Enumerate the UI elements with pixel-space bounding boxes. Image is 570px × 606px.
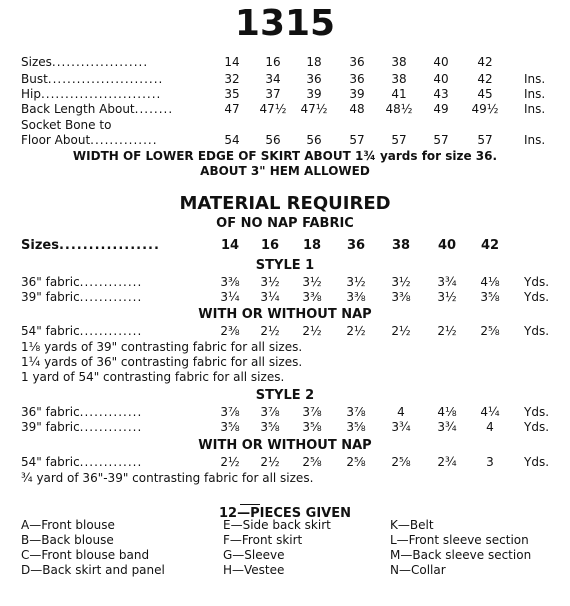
fabric-row — [0, 420, 570, 435]
piece-item: B—Back blouse — [21, 533, 114, 547]
piece-item: H—Vestee — [223, 563, 285, 577]
fabric-label — [21, 455, 142, 470]
measurement-value: 35 — [224, 87, 240, 101]
measurement-value: 49½ — [471, 102, 499, 116]
unit-label: Ins. — [524, 133, 546, 147]
leader-dots: .................... — [51, 55, 149, 69]
unit-label: Yds. — [524, 275, 550, 289]
measurement-value: 41 — [391, 87, 407, 101]
yardage-value: 2¾ — [437, 455, 457, 469]
pattern-number: 1315 — [234, 3, 336, 44]
measurement-label-text: Back Length About — [21, 102, 135, 116]
yardage-value: 2⅝ — [391, 455, 411, 469]
yardage-value: 4⅛ — [437, 405, 457, 419]
measurement-value: 39 — [306, 87, 322, 101]
fabric-label-text: 54" fabric — [21, 455, 80, 469]
yardage-value: 2½ — [346, 324, 366, 338]
measurement-label — [21, 118, 111, 133]
size-value: 42 — [480, 238, 500, 253]
measurement-value: 38 — [391, 72, 407, 86]
yardage-value: 3⅜ — [391, 290, 411, 304]
measurement-value: 47½ — [259, 102, 287, 116]
leader-dots: ................. — [58, 238, 160, 253]
yardage-value: 2⅝ — [480, 324, 500, 338]
sizes-header-row — [0, 238, 570, 253]
measurement-value: 39 — [349, 87, 365, 101]
yardage-value: 4⅛ — [480, 275, 500, 289]
piece-item: K—Belt — [390, 518, 434, 532]
fabric-row — [0, 455, 570, 470]
measurement-label — [21, 133, 158, 148]
size-value: 14 — [220, 238, 240, 253]
fabric-row — [0, 324, 570, 339]
piece-item: E—Side back skirt — [223, 518, 331, 532]
measurement-value: 32 — [224, 72, 240, 86]
yardage-value: 3⅞ — [302, 405, 322, 419]
measurement-value: 56 — [306, 133, 322, 147]
yardage-value: 2½ — [260, 455, 280, 469]
size-value: 38 — [391, 238, 411, 253]
measurement-value: 48 — [349, 102, 365, 116]
style-2-heading: STYLE 2 — [255, 388, 315, 403]
leader-dots: ............. — [79, 275, 143, 289]
yardage-value: 3⅝ — [220, 420, 240, 434]
measurement-value: 42 — [477, 55, 493, 69]
yardage-value: 3⅝ — [260, 420, 280, 434]
piece-item: D—Back skirt and panel — [21, 563, 165, 577]
yardage-value: 3⅞ — [260, 405, 280, 419]
measurement-label — [21, 55, 148, 70]
measurement-value: 38 — [391, 55, 407, 69]
measurement-value: 57 — [433, 133, 449, 147]
measurement-value: 57 — [477, 133, 493, 147]
yardage-value: 3¾ — [437, 275, 457, 289]
yardage-value: 3½ — [260, 275, 280, 289]
yardage-value: 2⅜ — [220, 324, 240, 338]
piece-item: M—Back sleeve section — [390, 548, 532, 562]
piece-item: L—Front sleeve section — [390, 533, 529, 547]
leader-dots: ............. — [79, 324, 143, 338]
measurement-value: 45 — [477, 87, 493, 101]
unit-label: Ins. — [524, 87, 546, 101]
yardage-value: 2⅝ — [346, 455, 366, 469]
unit-label: Yds. — [524, 324, 550, 338]
measurement-label-text: Floor About — [21, 133, 91, 147]
yardage-value: 4¼ — [480, 405, 500, 419]
unit-label: Yds. — [524, 455, 550, 469]
measurement-row — [0, 72, 570, 87]
fabric-label — [21, 405, 142, 420]
piece-item: C—Front blouse band — [21, 548, 150, 562]
size-value: 16 — [260, 238, 280, 253]
yardage-value: 2½ — [391, 324, 411, 338]
yardage-value: 3⅞ — [346, 405, 366, 419]
measurement-value: 54 — [224, 133, 240, 147]
yardage-value: 2½ — [437, 324, 457, 338]
measurement-value: 42 — [477, 72, 493, 86]
measurement-value: 37 — [265, 87, 281, 101]
yardage-value: 4 — [486, 420, 494, 434]
size-value: 40 — [437, 238, 457, 253]
measurement-value: 57 — [349, 133, 365, 147]
yardage-value: 3 — [486, 455, 494, 469]
leader-dots: ............. — [79, 405, 143, 419]
unit-label: Yds. — [524, 290, 550, 304]
measurement-value: 36 — [349, 72, 365, 86]
yardage-value: 3½ — [437, 290, 457, 304]
yardage-value: 2⅝ — [302, 455, 322, 469]
skirt-width-line: WIDTH OF LOWER EDGE OF SKIRT ABOUT 1¾ yards for size 36. — [72, 149, 498, 163]
leader-dots: ........ — [134, 102, 174, 116]
measurement-row — [0, 118, 570, 133]
measurement-label-text: Sizes — [21, 55, 52, 69]
yardage-value: 3¼ — [220, 290, 240, 304]
nap-heading: WITH OR WITHOUT NAP — [198, 307, 372, 322]
measurement-label-text: Bust — [21, 72, 48, 86]
measurement-value: 16 — [265, 55, 281, 69]
fabric-label — [21, 420, 142, 435]
fabric-label-text: Sizes — [21, 238, 59, 253]
leader-dots: ........................ — [47, 72, 164, 86]
fabric-row — [0, 405, 570, 420]
material-title: MATERIAL REQUIRED — [179, 193, 391, 214]
fabric-label-text: 39" fabric — [21, 290, 80, 304]
unit-label: Yds. — [524, 420, 550, 434]
unit-label: Ins. — [524, 72, 546, 86]
contrast-note: ¾ yard of 36"-39" contrasting fabric for all sizes. — [21, 471, 314, 485]
measurement-value: 34 — [265, 72, 281, 86]
yardage-value: 2½ — [220, 455, 240, 469]
yardage-value: 3⅞ — [220, 405, 240, 419]
piece-item: A—Front blouse — [21, 518, 115, 532]
measurement-value: 57 — [391, 133, 407, 147]
fabric-label-text: 54" fabric — [21, 324, 80, 338]
yardage-value: 3⅝ — [346, 420, 366, 434]
size-value: 18 — [302, 238, 322, 253]
contrast-note: 1 yard of 54" contrasting fabric for all sizes. — [21, 370, 285, 384]
material-subtitle: OF NO NAP FABRIC — [216, 216, 354, 231]
measurement-label — [21, 87, 161, 102]
yardage-value: 3¾ — [391, 420, 411, 434]
measurement-value: 47 — [224, 102, 240, 116]
divider — [240, 504, 260, 505]
leader-dots: ............. — [79, 290, 143, 304]
yardage-value: 3½ — [391, 275, 411, 289]
measurement-value: 56 — [265, 133, 281, 147]
measurement-row — [0, 133, 570, 148]
unit-label: Yds. — [524, 405, 550, 419]
fabric-label — [21, 324, 142, 339]
measurement-value: 18 — [306, 55, 322, 69]
yardage-value: 3½ — [346, 275, 366, 289]
yardage-value: 2½ — [302, 324, 322, 338]
nap-heading: WITH OR WITHOUT NAP — [198, 438, 372, 453]
measurement-value: 43 — [433, 87, 449, 101]
yardage-value: 3⅜ — [302, 290, 322, 304]
fabric-label — [21, 275, 142, 290]
measurement-value: 40 — [433, 55, 449, 69]
fabric-label-text: 36" fabric — [21, 275, 80, 289]
yardage-value: 3¾ — [437, 420, 457, 434]
style-1-heading: STYLE 1 — [255, 258, 315, 273]
piece-item: F—Front skirt — [223, 533, 303, 547]
fabric-label-text: 39" fabric — [21, 420, 80, 434]
measurement-value: 36 — [306, 72, 322, 86]
fabric-label — [21, 290, 142, 305]
measurement-row — [0, 87, 570, 102]
measurement-label — [21, 102, 173, 117]
yardage-value: 3⅜ — [220, 275, 240, 289]
yardage-value: 3⅝ — [302, 420, 322, 434]
yardage-value: 3⅝ — [480, 290, 500, 304]
yardage-value: 3⅜ — [346, 290, 366, 304]
yardage-value: 3½ — [302, 275, 322, 289]
contrast-note: 1⅛ yards of 39" contrasting fabric for all sizes. — [21, 340, 303, 354]
measurement-value: 14 — [224, 55, 240, 69]
measurement-value: 47½ — [300, 102, 328, 116]
piece-item: G—Sleeve — [223, 548, 285, 562]
piece-item: N—Collar — [390, 563, 446, 577]
measurement-value: 36 — [349, 55, 365, 69]
measurement-row — [0, 55, 570, 70]
pieces-title: 12—PIECES GIVEN — [219, 506, 351, 521]
leader-dots: ......................... — [40, 87, 162, 101]
measurement-row — [0, 102, 570, 117]
unit-label: Ins. — [524, 102, 546, 116]
measurement-value: 48½ — [385, 102, 413, 116]
contrast-note: 1¼ yards of 36" contrasting fabric for all sizes. — [21, 355, 303, 369]
fabric-row — [0, 275, 570, 290]
measurement-label-text: Hip — [21, 87, 41, 101]
fabric-row — [0, 290, 570, 305]
fabric-label — [21, 238, 160, 253]
yardage-value: 3¼ — [260, 290, 280, 304]
hem-line: ABOUT 3" HEM ALLOWED — [200, 164, 370, 178]
yardage-value: 4 — [397, 405, 405, 419]
leader-dots: ............. — [79, 420, 143, 434]
size-value: 36 — [346, 238, 366, 253]
leader-dots: ............. — [79, 455, 143, 469]
measurement-label-text: Socket Bone to — [21, 118, 112, 132]
measurement-value: 49 — [433, 102, 449, 116]
fabric-label-text: 36" fabric — [21, 405, 80, 419]
measurement-label — [21, 72, 163, 87]
measurement-value: 40 — [433, 72, 449, 86]
leader-dots: .............. — [90, 133, 158, 147]
yardage-value: 2½ — [260, 324, 280, 338]
